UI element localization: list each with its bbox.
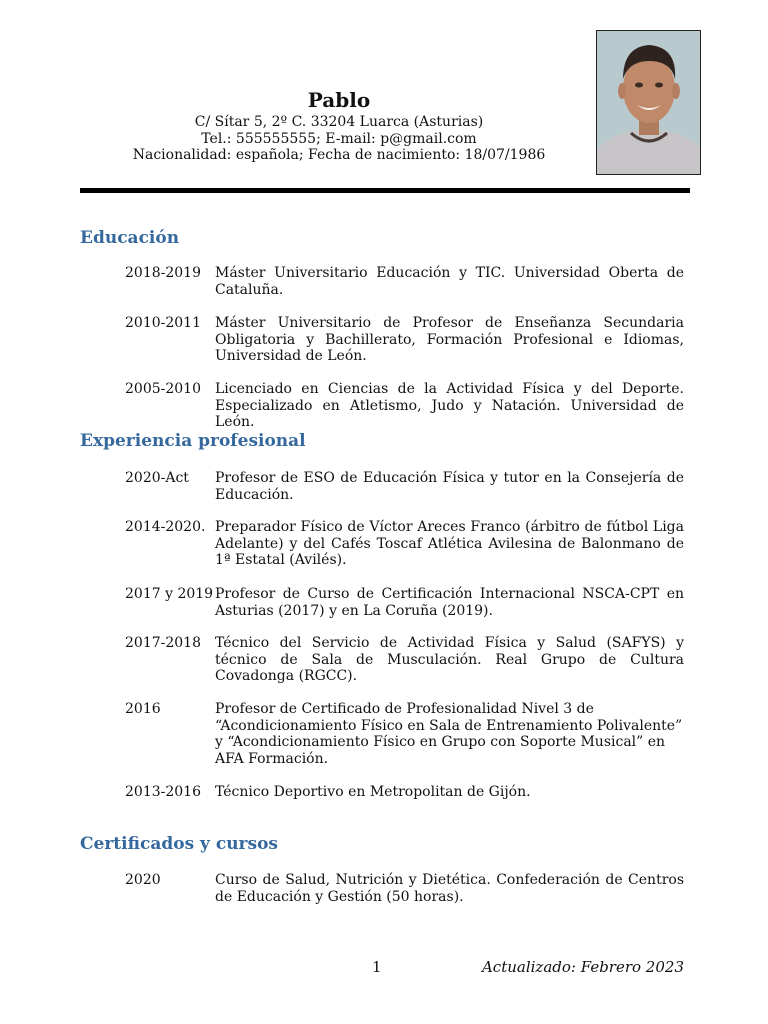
profile-photo bbox=[596, 30, 701, 175]
experience-entry bbox=[125, 586, 685, 619]
entry-date: 2010-2011 bbox=[125, 315, 201, 331]
entry-date: 2017-2018 bbox=[125, 635, 201, 651]
entry-description: Máster Universitario Educación y TIC. Universidad Oberta de Cataluña. bbox=[215, 265, 684, 298]
portrait-image bbox=[597, 31, 700, 174]
education-entry bbox=[125, 315, 685, 365]
section-title-education: Educación bbox=[80, 228, 180, 248]
entry-description: Técnico Deportivo en Metropolitan de Gijón. bbox=[215, 784, 531, 800]
experience-entry bbox=[125, 635, 685, 685]
entry-description: Profesor de ESO de Educación Física y tutor en la Consejería de Educación. bbox=[215, 470, 684, 503]
education-entry bbox=[125, 265, 685, 298]
entry-description: Curso de Salud, Nutrición y Dietética. Confederación de Centros de Educación y Gestión (50 horas). bbox=[215, 872, 684, 905]
experience-entry bbox=[125, 470, 685, 503]
entry-date: 2016 bbox=[125, 701, 161, 717]
section-title-experience: Experiencia profesional bbox=[80, 431, 306, 451]
entry-date: 2020-Act bbox=[125, 470, 189, 486]
entry-description: Máster Universitario de Profesor de Enseñanza Secundaria Obligatoria y Bachillerato, Formación Profesional e Idiomas, Universidad de León. bbox=[215, 315, 684, 365]
entry-description: Preparador Físico de Víctor Areces Franco (árbitro de fútbol Liga Adelante) y del Cafés Toscaf Atlética Avilesina de Balonmano de 1ª Estatal (Avilés). bbox=[215, 519, 684, 569]
section-title-certificates: Certificados y cursos bbox=[80, 834, 278, 854]
experience-entry bbox=[125, 784, 685, 801]
header-divider bbox=[80, 188, 690, 193]
entry-description: Profesor de Certificado de Profesionalidad Nivel 3 de “Acondicionamiento Físico en Sala de Entrenamiento Polivalente” y “Acondicionamiento Físico en Grupo con Soporte Musical” en AFA Formación. bbox=[215, 701, 683, 767]
education-entry bbox=[125, 381, 685, 431]
entry-date: 2018-2019 bbox=[125, 265, 201, 281]
entry-date: 2014-2020. bbox=[125, 519, 206, 535]
updated-date: Actualizado: Febrero 2023 bbox=[481, 958, 684, 976]
personal-info-line: Nacionalidad: española; Fecha de nacimiento: 18/07/1986 bbox=[132, 147, 546, 163]
experience-entry bbox=[125, 519, 685, 569]
entry-date: 2013-2016 bbox=[125, 784, 201, 800]
entry-date: 2005-2010 bbox=[125, 381, 201, 397]
entry-date: 2020 bbox=[125, 872, 161, 888]
person-name: Pablo bbox=[307, 88, 371, 112]
entry-description: Técnico del Servicio de Actividad Física y Salud (SAFYS) y técnico de Sala de Musculación. Real Grupo de Cultura Covadonga (RGCC). bbox=[215, 635, 684, 685]
cv-header bbox=[80, 86, 598, 164]
contact-line: Tel.: 555555555; E-mail: p@gmail.com bbox=[201, 130, 477, 147]
entry-date: 2017 y 2019 bbox=[125, 586, 214, 602]
certificate-entry bbox=[125, 872, 685, 905]
entry-description: Profesor de Curso de Certificación Internacional NSCA-CPT en Asturias (2017) y en La Coruña (2019). bbox=[215, 586, 684, 619]
address-line: C/ Sítar 5, 2º C. 33204 Luarca (Asturias) bbox=[194, 114, 484, 130]
entry-description: Licenciado en Ciencias de la Actividad Física y del Deporte. Especializado en Atletismo, Judo y Natación. Universidad de León. bbox=[215, 381, 684, 431]
experience-entry bbox=[125, 701, 685, 767]
page-number: 1 bbox=[372, 958, 382, 976]
